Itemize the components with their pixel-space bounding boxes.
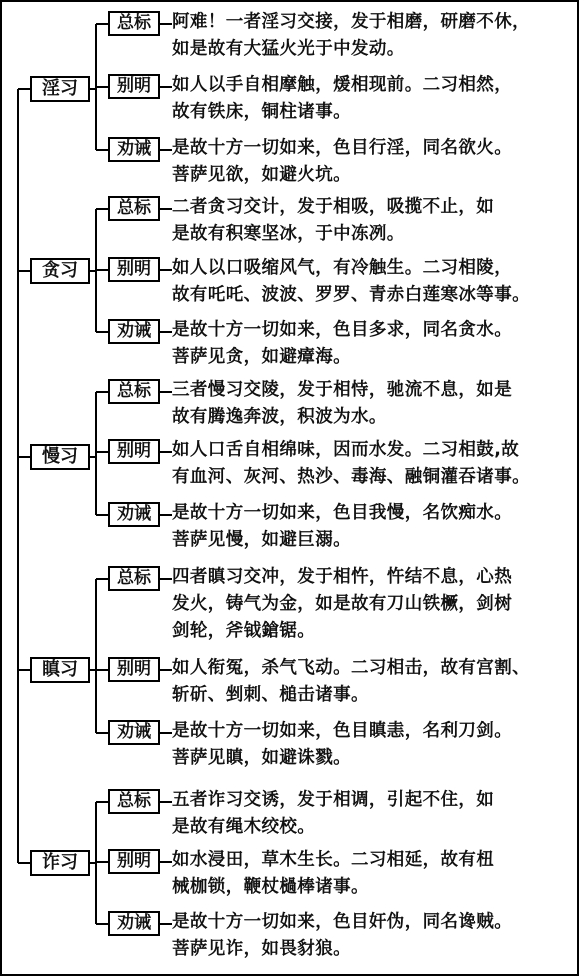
text-detail: 如人以手自相摩触，煖相现前。二习相然， 故有铁床，铜柱诸事。 — [172, 75, 513, 122]
text-admonish: 是故十方一切如来，色目奸伪，同名谗贼。 菩萨见诈，如畏豺狼。 — [172, 912, 513, 959]
sub-box-detail: 别明 — [108, 657, 160, 682]
text-general: 三者慢习交陵，发于相恃，驰流不息，如是 故有腾逸奔波，积波为水。 — [172, 380, 513, 427]
category-box-anger: 瞋习 — [30, 657, 90, 683]
category-box-lust: 淫习 — [30, 76, 90, 102]
sub-box-admonish: 劝诫 — [108, 720, 160, 745]
sub-box-admonish: 劝诫 — [108, 911, 160, 936]
sub-box-general: 总标 — [108, 11, 160, 36]
sub-box-detail: 别明 — [108, 849, 160, 874]
text-detail: 如人以口吸缩风气，有冷触生。二习相陵， 故有吒吒、波波、罗罗、青赤白莲寒冰等事。 — [172, 258, 530, 305]
text-general: 五者诈习交诱，发于相调，引起不住，如 是故有绳木绞校。 — [172, 790, 495, 837]
sub-box-detail: 别明 — [108, 257, 160, 282]
category-box-pride: 慢习 — [30, 444, 90, 470]
text-admonish: 是故十方一切如来，色目瞋恚，名利刀剑。 菩萨见瞋，如避诛戮。 — [172, 721, 513, 768]
sub-box-detail: 别明 — [108, 439, 160, 464]
text-admonish: 是故十方一切如来，色目多求，同名贪水。 菩萨见贪，如避瘴海。 — [172, 320, 513, 367]
text-general: 二者贪习交计，发于相吸，吸揽不止，如 是故有积寒坚冰，于中冻冽。 — [172, 197, 495, 244]
text-admonish: 是故十方一切如来，色目我慢，名饮痴水。 菩萨见慢，如避巨溺。 — [172, 503, 513, 550]
sub-box-general: 总标 — [108, 379, 160, 404]
sub-box-general: 总标 — [108, 566, 160, 591]
sub-box-admonish: 劝诫 — [108, 319, 160, 344]
text-detail: 如水浸田，草木生长。二习相延，故有杻 械枷锁，鞭杖檛棒诸事。 — [172, 850, 495, 897]
text-detail: 如人口舌自相绵味，因而水发。二习相鼓,故 有血河、灰河、热沙、毒海、融铜灌吞诸事。 — [172, 440, 530, 487]
category-box-greed: 贪习 — [30, 258, 90, 284]
text-detail: 如人衔冤，杀气飞动。二习相击，故有宫割、 斩斫、剉刺、槌击诸事。 — [172, 658, 530, 705]
sub-box-general: 总标 — [108, 789, 160, 814]
text-general: 四者瞋习交冲，发于相忤，忤结不息，心热 发火，铸气为金，如是故有刀山铁橛，剑树 剑轮，斧钺鎗锯。 — [172, 567, 513, 641]
sub-box-admonish: 劝诫 — [108, 502, 160, 527]
sub-box-detail: 别明 — [108, 74, 160, 99]
text-admonish: 是故十方一切如来，色目行淫，同名欲火。 菩萨见欲，如避火坑。 — [172, 138, 513, 185]
text-general: 阿难！一者淫习交接，发于相磨，研磨不休， 如是故有大猛火光于中发动。 — [172, 12, 530, 59]
category-box-deceit: 诈习 — [30, 850, 90, 876]
sub-box-general: 总标 — [108, 196, 160, 221]
sub-box-admonish: 劝诫 — [108, 137, 160, 162]
